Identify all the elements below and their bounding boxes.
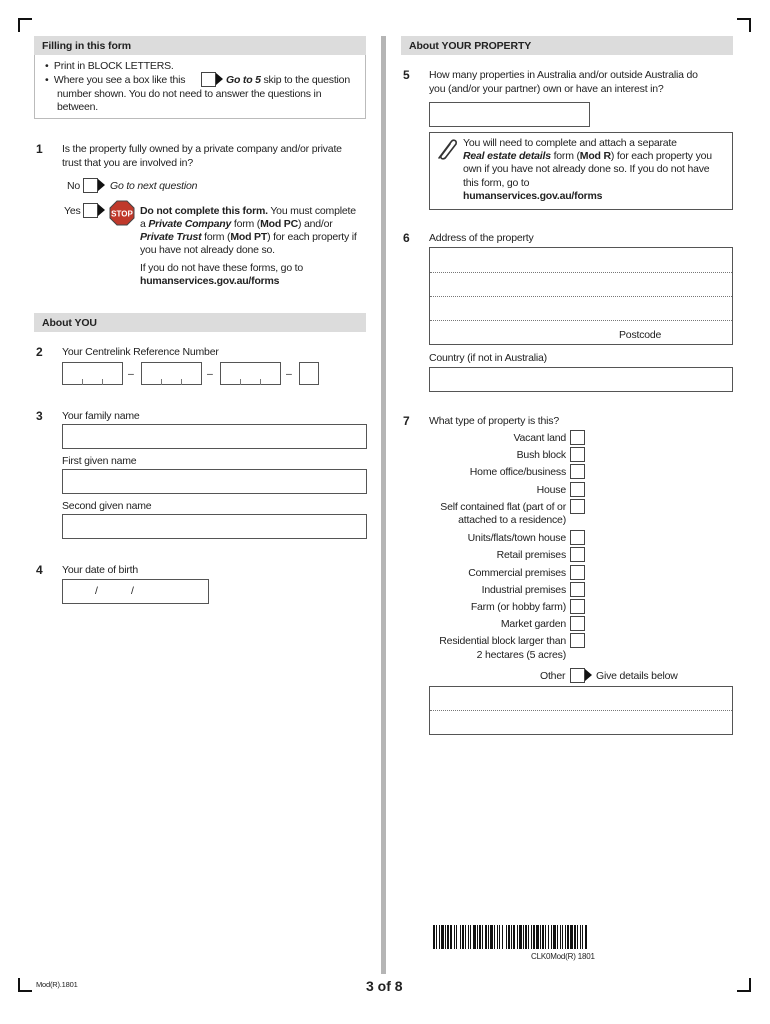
option-self-contained-flat-checkbox[interactable] (570, 499, 585, 514)
option-home-office-checkbox[interactable] (570, 464, 585, 479)
option-retail-checkbox[interactable] (570, 547, 585, 562)
option-residential-block-label: Residential block larger than (439, 635, 566, 647)
family-name-label: Your family name (62, 410, 140, 422)
option-other-label: Other (540, 670, 566, 682)
second-given-name-input[interactable] (62, 514, 367, 539)
country-input[interactable] (429, 367, 733, 392)
page-number: 3 of 8 (366, 978, 403, 994)
go-to-arrow-box-example (201, 72, 223, 87)
option-house-checkbox[interactable] (570, 482, 585, 497)
paperclip-icon (435, 136, 459, 162)
crop-mark-top-right (737, 18, 751, 32)
crop-mark-bottom-right (737, 978, 751, 992)
option-house-label: House (536, 484, 566, 496)
instruction-skip: • Where you see a box like this (45, 74, 186, 86)
barcode (433, 925, 703, 949)
dob-input[interactable] (62, 579, 209, 604)
note-forms-link[interactable]: humanservices.gov.au/forms (463, 190, 603, 202)
crn-box-4[interactable] (299, 362, 319, 385)
crn-box-3[interactable] (220, 362, 281, 385)
question-number-6: 6 (403, 231, 410, 245)
option-farm-label: Farm (or hobby farm) (470, 601, 566, 613)
filling-in-form-header: Filling in this form (34, 36, 366, 55)
option-self-contained-flat-label: Self contained flat (part of or (440, 501, 566, 513)
option-vacant-land-label: Vacant land (513, 432, 566, 444)
first-given-name-input[interactable] (62, 469, 367, 494)
instruction-skip-line2: number shown. You do not need to answer the questions in (57, 88, 322, 100)
column-divider (381, 36, 386, 974)
option-industrial-label: Industrial premises (481, 584, 566, 596)
q5-text-line1: How many properties in Australia and/or outside Australia do (429, 69, 698, 81)
note-line1: You will need to complete and attach a separate (463, 137, 677, 149)
property-type-label: What type of property is this? (429, 415, 559, 427)
country-label: Country (if not in Australia) (429, 352, 547, 364)
q1-yes-label: Yes (64, 205, 81, 217)
about-property-header: About YOUR PROPERTY (401, 36, 733, 55)
go-to-5-text: Go to 5 (226, 74, 261, 86)
option-market-garden-checkbox[interactable] (570, 616, 585, 631)
option-industrial-checkbox[interactable] (570, 582, 585, 597)
q1-yes-warning: Do not complete this form. (140, 205, 268, 217)
stop-sign-icon (109, 200, 135, 226)
option-units-checkbox[interactable] (570, 530, 585, 545)
q1-text-line2: trust that you are involved in? (62, 157, 193, 169)
q1-text-line1: Is the property fully owned by a private company and/or private (62, 143, 342, 155)
question-number-2: 2 (36, 345, 43, 359)
crop-mark-top-left (18, 18, 32, 32)
svg-text:STOP: STOP (111, 209, 133, 219)
option-home-office-label: Home office/business (469, 466, 566, 478)
q1-no-label: No (67, 180, 81, 192)
q1-no-instruction: Go to next question (110, 180, 198, 192)
question-number-3: 3 (36, 409, 43, 423)
barcode-text: CLK0Mod(R) 1801 (531, 952, 595, 961)
q5-text-line2: you (and/or your partner) own or have an interest in? (429, 83, 664, 95)
q1-no-checkbox[interactable] (83, 178, 105, 193)
question-number-4: 4 (36, 563, 43, 577)
q1-yes-checkbox[interactable] (83, 203, 105, 218)
postcode-label: Postcode (619, 329, 662, 341)
q2-label: Your Centrelink Reference Number (62, 346, 219, 358)
crop-mark-bottom-left (18, 978, 32, 992)
option-units-label: Units/flats/town house (467, 532, 566, 544)
option-retail-label: Retail premises (496, 549, 566, 561)
option-bush-block-label: Bush block (516, 449, 566, 461)
question-number-1: 1 (36, 142, 43, 156)
family-name-input[interactable] (62, 424, 367, 449)
instruction-block-letters: • Print in BLOCK LETTERS. (45, 60, 174, 72)
second-given-name-label: Second given name (62, 500, 152, 512)
option-vacant-land-checkbox[interactable] (570, 430, 585, 445)
question-number-7: 7 (403, 414, 410, 428)
dob-label: Your date of birth (62, 564, 138, 576)
option-commercial-label: Commercial premises (468, 567, 566, 579)
option-residential-block-checkbox[interactable] (570, 633, 585, 648)
form-code: Mod(R).1801 (36, 980, 78, 989)
option-farm-checkbox[interactable] (570, 599, 585, 614)
question-number-5: 5 (403, 68, 410, 82)
other-instruction: Give details below (596, 670, 678, 682)
instruction-skip-line3: between. (57, 101, 99, 113)
option-commercial-checkbox[interactable] (570, 565, 585, 580)
option-market-garden-label: Market garden (500, 618, 566, 630)
about-you-header: About YOU (34, 313, 366, 332)
address-label: Address of the property (429, 232, 534, 244)
first-given-name-label: First given name (62, 455, 137, 467)
crn-box-2[interactable] (141, 362, 202, 385)
q1-forms-link[interactable]: humanservices.gov.au/forms (140, 275, 280, 287)
option-other-checkbox[interactable] (570, 668, 592, 683)
option-bush-block-checkbox[interactable] (570, 447, 585, 462)
number-of-properties-input[interactable] (429, 102, 590, 127)
crn-box-1[interactable] (62, 362, 123, 385)
